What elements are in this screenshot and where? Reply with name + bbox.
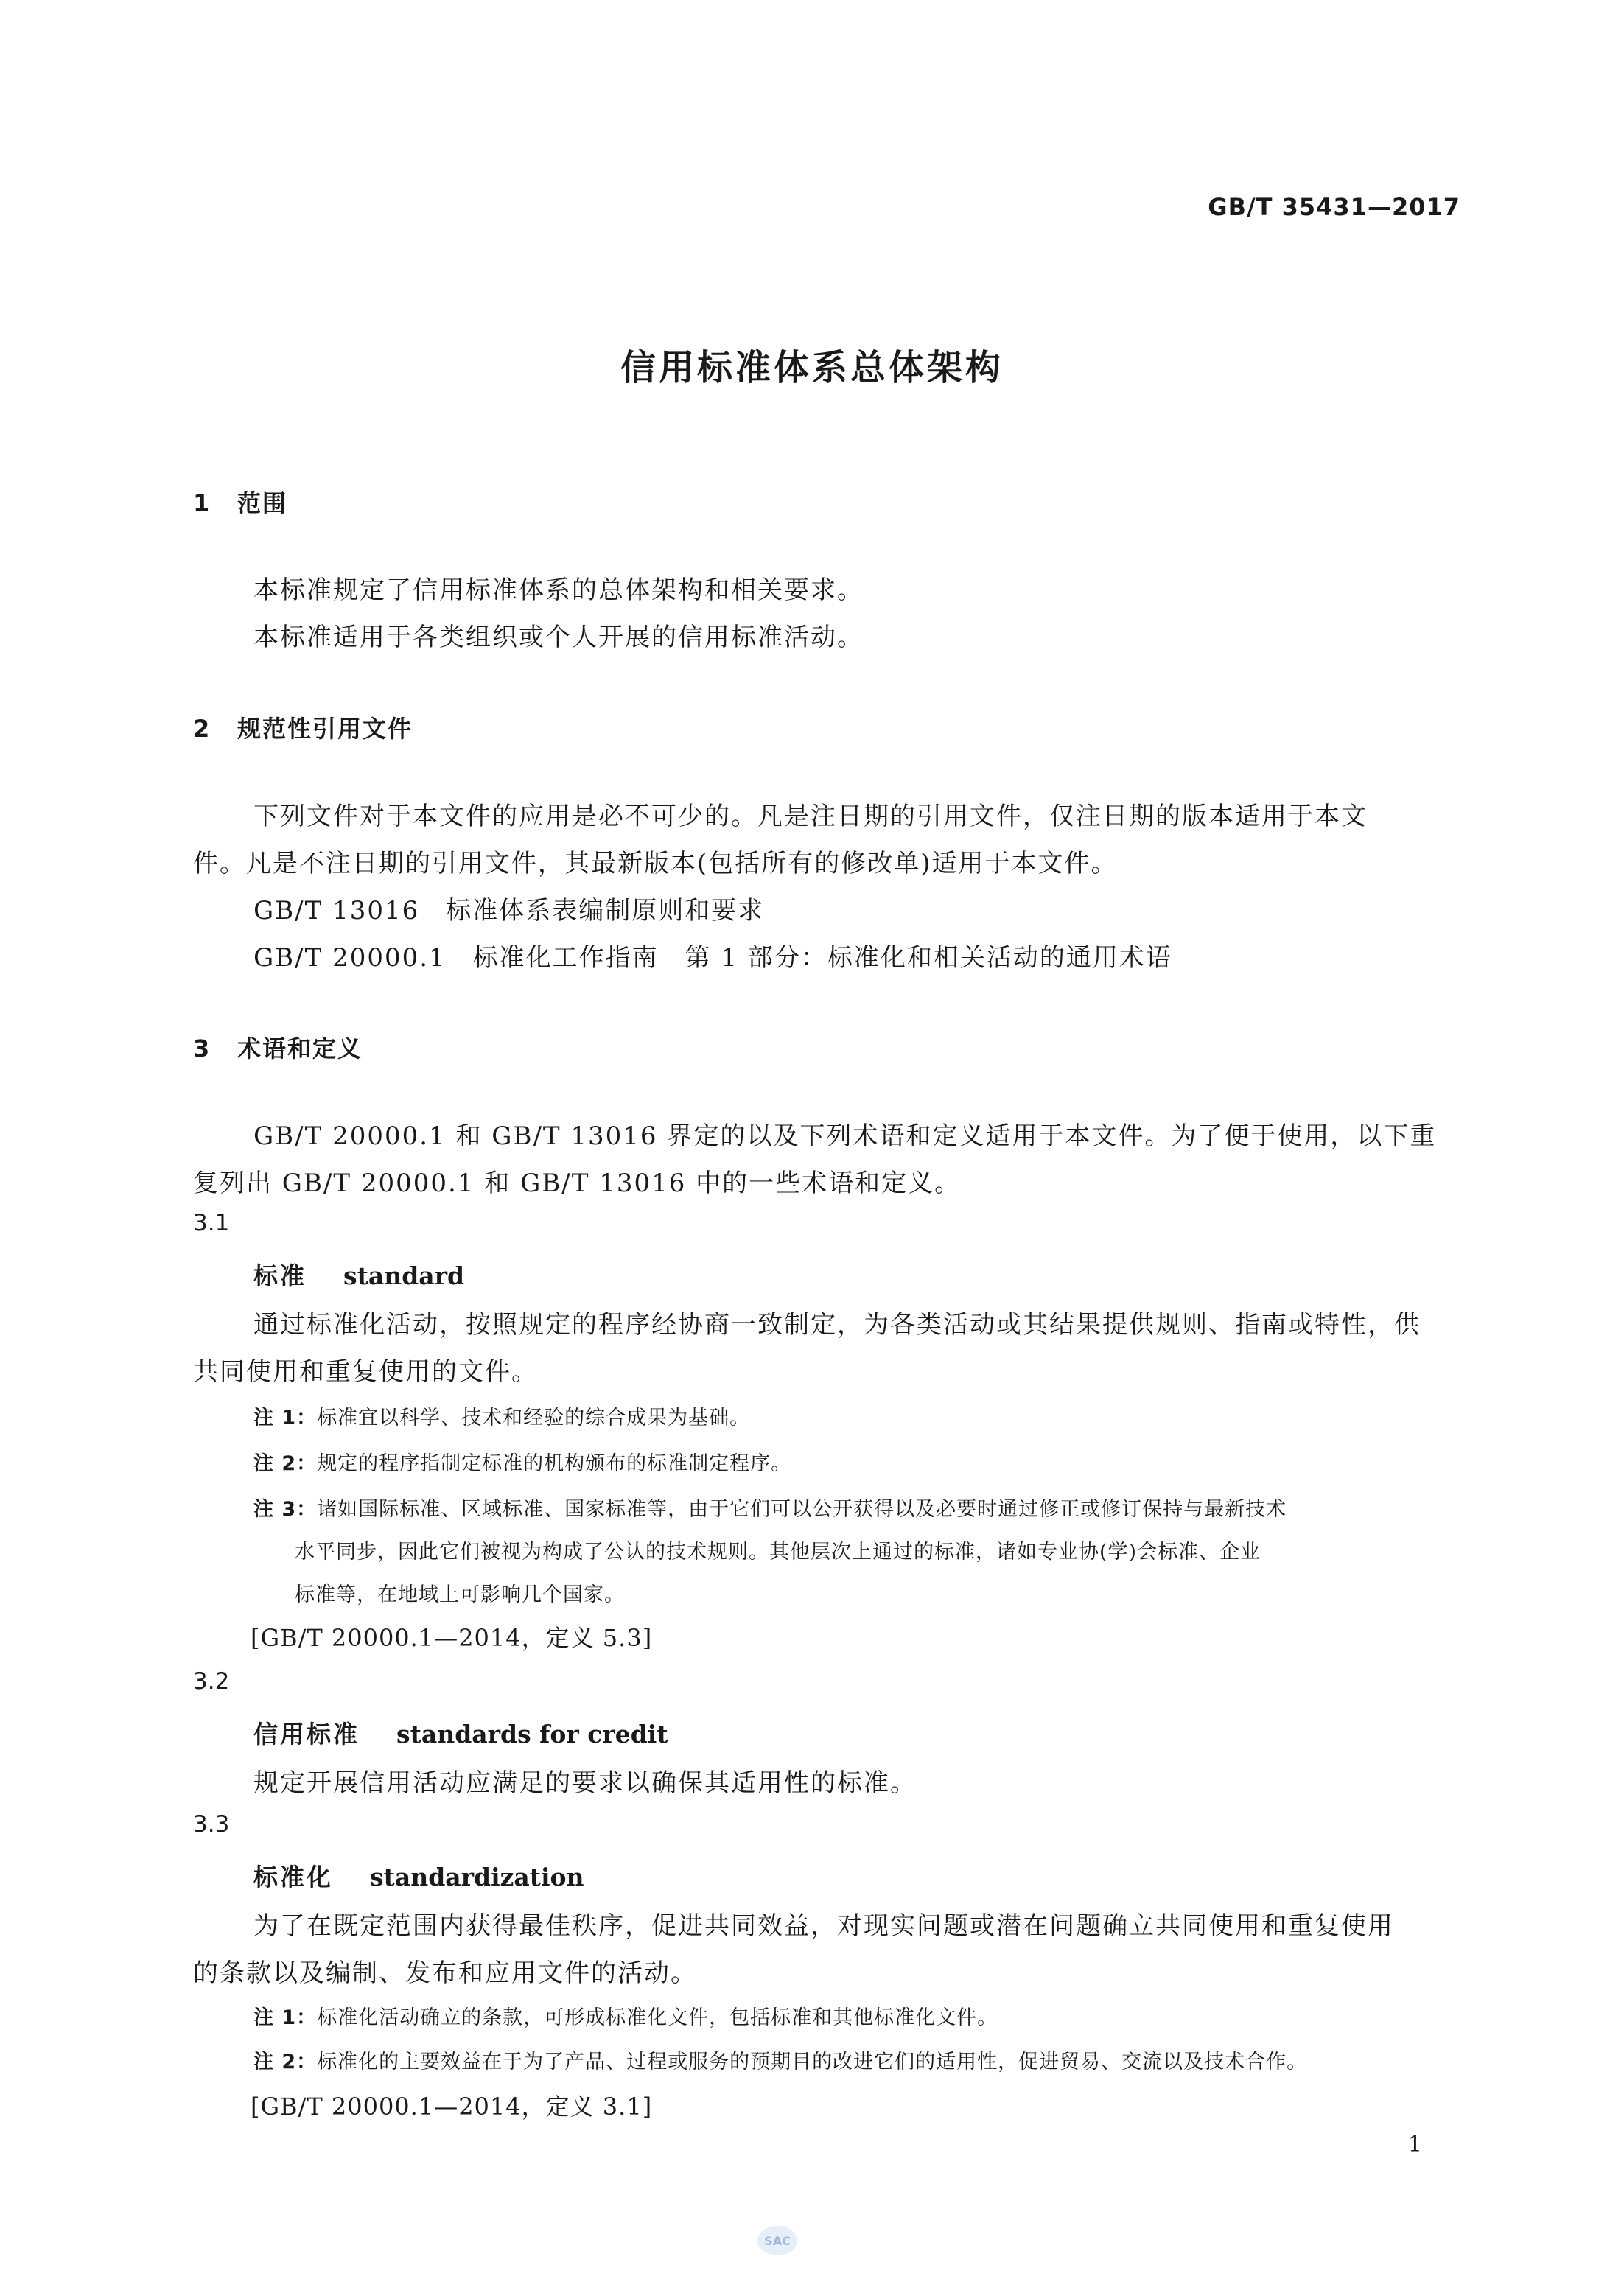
note-text: 规定的程序指制定标准的机构颁布的标准制定程序。: [317, 1452, 792, 1475]
terms-intro-line-2: 复列出 GB/T 20000.1 和 GB/T 13016 中的一些术语和定义。: [193, 1169, 962, 1198]
section-1-heading: [193, 485, 287, 519]
section-number: 1: [193, 489, 211, 517]
reference-item-2: GB/T 20000.1 标准化工作指南 第 1 部分：标准化和相关活动的通用术语: [253, 943, 1172, 973]
scope-paragraph-2: 本标准适用于各类组织或个人开展的信用标准活动。: [253, 623, 864, 652]
document-title: 信用标准体系总体架构: [620, 347, 1004, 388]
term-en: standards for credit: [396, 1720, 668, 1748]
clause-number: 3.1: [193, 1210, 230, 1236]
term-source: [GB/T 20000.1—2014，定义 3.1]: [251, 2093, 653, 2121]
note-label: 注 2：: [253, 1452, 318, 1475]
note-1: [253, 1401, 750, 1430]
note-label: 注 1：: [253, 2006, 318, 2029]
note-text: 诸如国际标准、区域标准、国家标准等，由于它们可以公开获得以及必要时通过修正或修订保持与最新技术: [317, 1498, 1287, 1521]
term-zh: 信用标准: [253, 1720, 360, 1748]
clause-number: 3.3: [193, 1811, 230, 1838]
term-definition-line-1: 通过标准化活动，按照规定的程序经协商一致制定，为各类活动或其结果提供规则、指南或特性，供: [253, 1310, 1421, 1340]
note-text: 标准化的主要效益在于为了产品、过程或服务的预期目的改进它们的适用性，促进贸易、交流以及技术合作。: [317, 2051, 1308, 2073]
section-number: 3: [193, 1035, 211, 1063]
term-definition-line-2: 共同使用和重复使用的文件。: [193, 1357, 538, 1387]
term-source: [GB/T 20000.1—2014，定义 5.3]: [251, 1624, 653, 1652]
section-title: 规范性引用文件: [237, 715, 413, 743]
term-en: standardization: [370, 1863, 584, 1891]
term-definition-line-1: 为了在既定范围内获得最佳秩序，促进共同效益，对现实问题或潜在问题确立共同使用和重复使用: [253, 1911, 1394, 1941]
note-text: 标准化活动确立的条款，可形成标准化文件，包括标准和其他标准化文件。: [317, 2006, 998, 2029]
term-zh: 标准: [253, 1261, 307, 1290]
term-en: standard: [343, 1261, 465, 1290]
term-heading: [253, 1715, 668, 1750]
page-number: 1: [1407, 2132, 1422, 2157]
sac-logo-icon: [756, 2224, 799, 2258]
note-1: [253, 2001, 998, 2030]
note-label: 注 2：: [253, 2051, 318, 2073]
clause-number: 3.2: [193, 1668, 230, 1695]
section-2-heading: [193, 710, 413, 744]
section-number: 2: [193, 715, 211, 743]
note-2: [253, 2045, 1307, 2074]
note-3: [253, 1493, 1287, 1522]
note-3-line-2: 水平同步，因此它们被视为构成了公认的技术规则。其他层次上通过的标准，诸如专业协(学)会标准、企业: [295, 1541, 1261, 1564]
references-intro-line-2: 件。凡是不注日期的引用文件，其最新版本(包括所有的修改单)适用于本文件。: [193, 849, 1118, 878]
standard-number: GB/T 35431—2017: [1208, 193, 1460, 221]
term-heading: [253, 1858, 584, 1893]
svg-text:SAC: SAC: [764, 2234, 791, 2248]
section-title: 范围: [237, 489, 288, 517]
terms-intro-line-1: GB/T 20000.1 和 GB/T 13016 界定的以及下列术语和定义适用于本文件。为了便于使用，以下重: [253, 1121, 1437, 1151]
term-heading: [253, 1257, 464, 1292]
section-title: 术语和定义: [237, 1035, 363, 1063]
scope-paragraph-1: 本标准规定了信用标准体系的总体架构和相关要求。: [253, 575, 864, 605]
section-3-heading: [193, 1030, 363, 1064]
reference-item-1: GB/T 13016 标准体系表编制原则和要求: [253, 896, 765, 925]
note-2: [253, 1447, 791, 1476]
references-intro-line-1: 下列文件对于本文件的应用是必不可少的。凡是注日期的引用文件，仅注日期的版本适用于本文: [253, 802, 1368, 831]
note-3-line-3: 标准等，在地域上可影响几个国家。: [295, 1583, 625, 1606]
term-definition-line-1: 规定开展信用活动应满足的要求以确保其适用性的标准。: [253, 1768, 917, 1798]
note-text: 标准宜以科学、技术和经验的综合成果为基础。: [317, 1407, 751, 1429]
note-label: 注 1：: [253, 1407, 318, 1429]
term-zh: 标准化: [253, 1863, 333, 1891]
note-label: 注 3：: [253, 1498, 318, 1521]
term-definition-line-2: 的条款以及编制、发布和应用文件的活动。: [193, 1958, 697, 1988]
